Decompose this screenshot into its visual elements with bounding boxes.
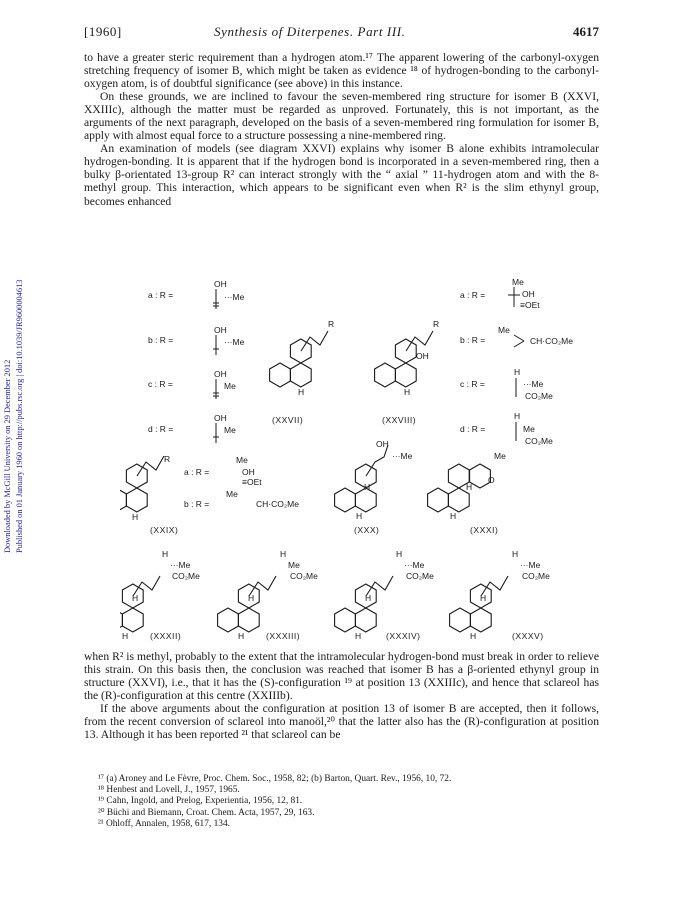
atom-label: ···Me [392, 451, 413, 461]
r-groups-left [148, 279, 245, 443]
compound-label: (XXXIII) [266, 631, 301, 641]
atom-label: OH [522, 289, 535, 299]
atom-label: H [355, 631, 362, 641]
compound-label: (XXX) [354, 525, 380, 535]
compound-label: (XXXII) [150, 631, 182, 641]
r-label: b : R = [148, 335, 174, 345]
compound-label: (XXVIII) [382, 415, 417, 425]
structure-xxxi [428, 451, 506, 535]
r-label: b : R = [460, 335, 486, 345]
structures-figure [120, 275, 600, 645]
paragraph: On these grounds, we are inclined to favour the seven-membered ring structure for isomer B (XXVI, XXIIIc), although the matter must be regarded as unproved. Fortunately, this is not important, as the arguments of the next paragraph, developed on the basis of a seven-membered ring formulation for isomer B, apply with almost equal force to a structure possessing a nine-membered ring. [84, 90, 599, 143]
atom-label: ···Me [224, 337, 245, 347]
structure-xxx [335, 439, 413, 535]
atom-label: H [132, 512, 139, 522]
atom-label: Me [236, 455, 248, 465]
structure-xxxii [120, 549, 200, 641]
atom-label: H [298, 387, 305, 397]
footnote: ¹⁷ (a) Aroney and Le Fèvre, Proc. Chem. Soc., 1958, 82; (b) Barton, Quart. Rev., 1956, 10, 72. [98, 774, 452, 784]
atom-label: H [365, 593, 372, 603]
atom-label: ≡OEt [242, 477, 262, 487]
atom-label: Me [498, 325, 510, 335]
atom-label: R [328, 319, 335, 329]
atom-label: H [122, 631, 129, 641]
structure-xxvii [270, 319, 335, 425]
atom-label: Me [512, 277, 524, 287]
body-text-top [84, 51, 599, 208]
publication-notice[interactable]: Published on 01 January 1960 on http://pubs.rsc.org | doi:10.1039/JR9600004613 [15, 279, 24, 553]
atom-label: H [280, 549, 287, 559]
atom-label: ≡OEt [520, 300, 540, 310]
atom-label: H [470, 631, 477, 641]
atom-label: OH [214, 325, 227, 335]
atom-label: R [433, 319, 440, 329]
atom-label: CO₂Me [406, 571, 434, 581]
atom-label: ···Me [224, 292, 245, 302]
atom-label: H [480, 593, 487, 603]
atom-label: H [132, 593, 139, 603]
header-year: [1960] [84, 24, 122, 39]
paragraph: If the above arguments about the configuration at position 13 of isomer B are accepted, then it follows, from the recent conversion of sclareol into manoöl,²⁰ that the latter also has the (R)-configuration at position 13. Although it has been reported ²¹ that sclareol can be [84, 702, 599, 742]
footnote: ²⁰ Büchi and Biemann, Croat. Chem. Acta, 1957, 29, 163. [98, 807, 315, 818]
atom-label: ···Me [404, 560, 425, 570]
atom-label: ···Me [523, 379, 544, 389]
atom-label: H [466, 482, 473, 492]
atom-label: CO₂Me [522, 571, 550, 581]
structure-xxxiv [335, 549, 435, 641]
paragraph: An examination of models (see diagram XXVI) explains why isomer B alone exhibits intramolecular hydrogen-bonding. It is apparent that if the hydrogen bond is incorporated in a seven-membered ring, then a bulky β-orientated 13-group R² can interact strongly with the “ axial ” 11-hydrogen atom and with the 8-methyl group. This interaction, which appears to be significant even when R² is the slim ethynyl group, becomes enhanced [84, 142, 599, 208]
footnote: ¹⁹ Cahn, Ingold, and Prelog, Experientia, 1956, 12, 81. [98, 796, 303, 807]
r-label: d : R = [148, 424, 174, 434]
r-label: d : R = [460, 424, 486, 434]
r-label: a : R = [184, 467, 210, 477]
running-header [84, 24, 599, 42]
atom-label: Me [494, 451, 506, 461]
compound-label: (XXIX) [150, 525, 179, 535]
atom-label: CH·CO₂Me [530, 336, 573, 346]
atom-label: CH·CO₂Me [256, 499, 299, 509]
structure-xxviii [375, 319, 440, 425]
atom-label: H [514, 367, 521, 377]
atom-label: OH [214, 279, 227, 289]
atom-label: H [396, 549, 403, 559]
compound-label: (XXXV) [512, 631, 544, 641]
r-label: c : R = [460, 379, 485, 389]
atom-label: OH [214, 413, 227, 423]
atom-label: OH [214, 369, 227, 379]
atom-label: R [164, 454, 171, 464]
atom-label: H [450, 511, 457, 521]
atom-label: H [404, 387, 411, 397]
structures-drawing [120, 275, 600, 645]
atom-label: H [356, 511, 363, 521]
download-watermark [0, 185, 30, 555]
atom-label: H [238, 631, 245, 641]
atom-label: Me [288, 560, 300, 570]
atom-label: H [248, 593, 255, 603]
r-label: a : R = [460, 290, 486, 300]
atom-label: Me [226, 489, 238, 499]
download-notice[interactable]: Downloaded by McGill University on 29 December 2012 [3, 359, 12, 553]
body-text-bottom [84, 650, 599, 741]
atom-label: Me [224, 381, 236, 391]
atom-label: CO₂Me [172, 571, 200, 581]
atom-label: O [488, 475, 495, 485]
paragraph: when R² is methyl, probably to the extent that the intramolecular hydrogen-bond must break in order to relieve this strain. On this basis then, the conclusion was reached that isomer B has a β-oriented ethynyl group in structure (XXVI), i.e., that it has the (S)-configuration ¹⁹ at position 13 (XXIIIc), and hence that sclareol has the (R)-configuration at this centre (XXIIIb). [84, 650, 599, 703]
page-number: 4617 [573, 24, 599, 39]
paragraph: to have a greater steric requirement than a hydrogen atom.¹⁷ The apparent lowering of the carbonyl-oxygen stretching frequency of isomer B, which might be taken as evidence ¹⁸ of hydrogen-bonding to the carbonyl-oxygen atom, is of doubtful significance (see above) in this instance. [84, 51, 599, 91]
atom-label: H [512, 549, 519, 559]
compound-label: (XXVII) [272, 415, 304, 425]
atom-label: H [162, 549, 169, 559]
r-label: b : R = [184, 499, 210, 509]
footnote: ²¹ Ohloff, Annalen, 1958, 617, 134. [98, 818, 230, 829]
atom-label: CO₂Me [525, 436, 553, 446]
compound-label: (XXXI) [470, 525, 499, 535]
atom-label: Me [224, 425, 236, 435]
atom-label: H [364, 482, 371, 492]
r-label: a : R = [148, 290, 174, 300]
footnote: ¹⁸ Henbest and Lovell, J., 1957, 1965. [98, 785, 240, 796]
structure-xxix [120, 454, 299, 535]
atom-label: ···Me [170, 560, 191, 570]
atom-label: OH [376, 439, 389, 449]
compound-label: (XXXIV) [386, 631, 421, 641]
atom-label: CO₂Me [290, 571, 318, 581]
atom-label: OH [416, 351, 429, 361]
atom-label: CO₂Me [525, 391, 553, 401]
atom-label: H [514, 411, 521, 421]
atom-label: ···Me [520, 560, 541, 570]
structure-xxxiii [218, 549, 319, 641]
atom-label: Me [523, 424, 535, 434]
atom-label: OH [242, 467, 255, 477]
r-groups-right [460, 277, 573, 446]
structure-xxxv [450, 549, 551, 641]
header-title: Synthesis of Diterpenes. Part III. [214, 24, 406, 39]
footnotes [98, 774, 598, 830]
r-label: c : R = [148, 379, 173, 389]
